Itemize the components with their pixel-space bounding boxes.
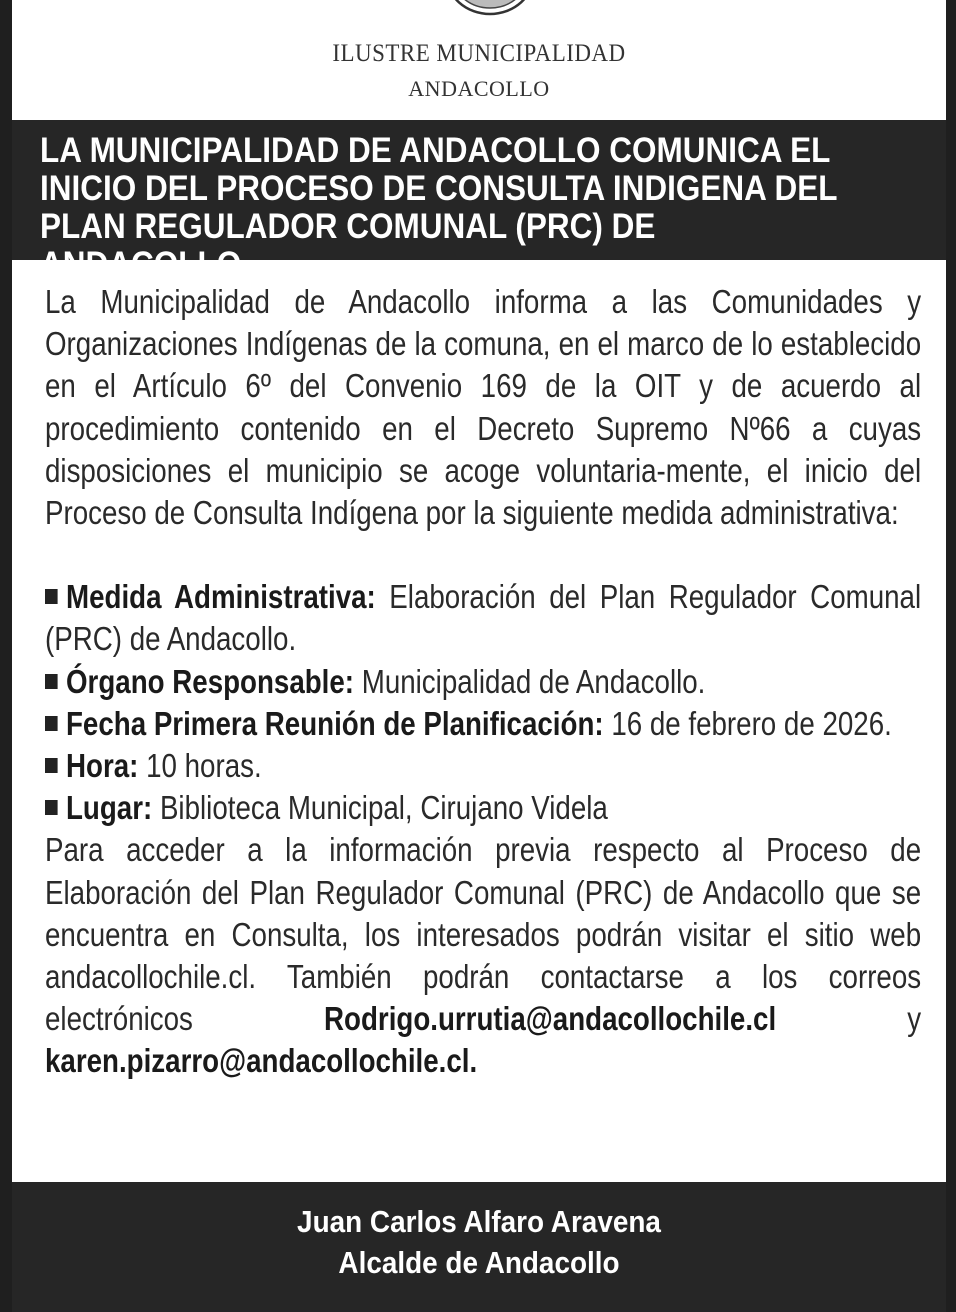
municipality-town: ANDACOLLO [408, 76, 550, 101]
bullet-label: Fecha Primera Reunión de Planificación: [66, 704, 604, 742]
bullet-label: Lugar: [66, 789, 153, 827]
headline: LA MUNICIPALIDAD DE ANDACOLLO COMUNICA EL INICIO DEL PROCESO DE CONSULTA INDIGENA DEL PLAN REGULADOR COMUNAL (PRC) DE ANDACOLLO [40, 131, 838, 284]
closing-paragraph [45, 829, 921, 1082]
bullet-value: 10 horas. [138, 747, 262, 785]
square-bullet-icon [45, 716, 58, 731]
list-item-measure [45, 576, 921, 660]
bullet-label: Órgano Responsable: [66, 662, 355, 700]
letterhead [12, 0, 946, 118]
bullet-value: Elaboración del Plan Regulador Comunal (PRC) de Andacollo. [45, 578, 922, 658]
square-bullet-icon [45, 800, 58, 815]
intro-paragraph: La Municipalidad de Andacollo informa a las Comunidades y Organizaciones Indígenas de la comuna, en el marco de lo establecido en el Artículo 6º del Convenio 169 de la OIT y de acuerdo al procedimiento contenido en el Decreto Supremo Nº66 a cuyas disposiciones el municipio se acoge voluntaria-mente, el inicio del Proceso de Consulta Indígena por la siguiente medida administrativa: [45, 283, 922, 532]
municipality-name: ILUSTRE MUNICIPALIDAD [332, 40, 626, 67]
closing-text: Para acceder a la información previa respecto al Proceso de Elaboración del Plan Regulador Comunal (PRC) de Andacollo que se encuentra en Consulta, los interesados podrán visitar el sitio web andacollochile.cl. También podrán contactarse a los correos electrónicos [45, 831, 922, 1038]
bullet-value: Municipalidad de Andacollo. [354, 662, 706, 700]
mayor-title: Alcalde de Andacollo [338, 1245, 620, 1280]
measure-details-list [45, 576, 921, 829]
square-bullet-icon [45, 589, 58, 604]
list-item-place [45, 787, 921, 829]
email-link-2[interactable]: karen.pizarro@andacollochile.cl. [45, 1042, 478, 1080]
bullet-label: Hora: [66, 747, 139, 785]
bullet-label: Medida Administrativa: [66, 578, 376, 616]
municipal-seal-icon [442, 0, 538, 16]
mayor-name: Juan Carlos Alfaro Aravena [297, 1204, 661, 1239]
email-link-1[interactable]: Rodrigo.urrutia@andacollochile.cl [324, 1000, 777, 1038]
list-item-time [45, 745, 921, 787]
square-bullet-icon [45, 674, 58, 689]
closing-connector: y [776, 1000, 922, 1038]
bullet-value: 16 de febrero de 2026. [603, 704, 892, 742]
notice-body [45, 281, 921, 1083]
list-item-date [45, 703, 921, 745]
list-item-organ [45, 661, 921, 703]
bullet-value: Biblioteca Municipal, Cirujano Videla [152, 789, 608, 827]
square-bullet-icon [45, 758, 58, 773]
